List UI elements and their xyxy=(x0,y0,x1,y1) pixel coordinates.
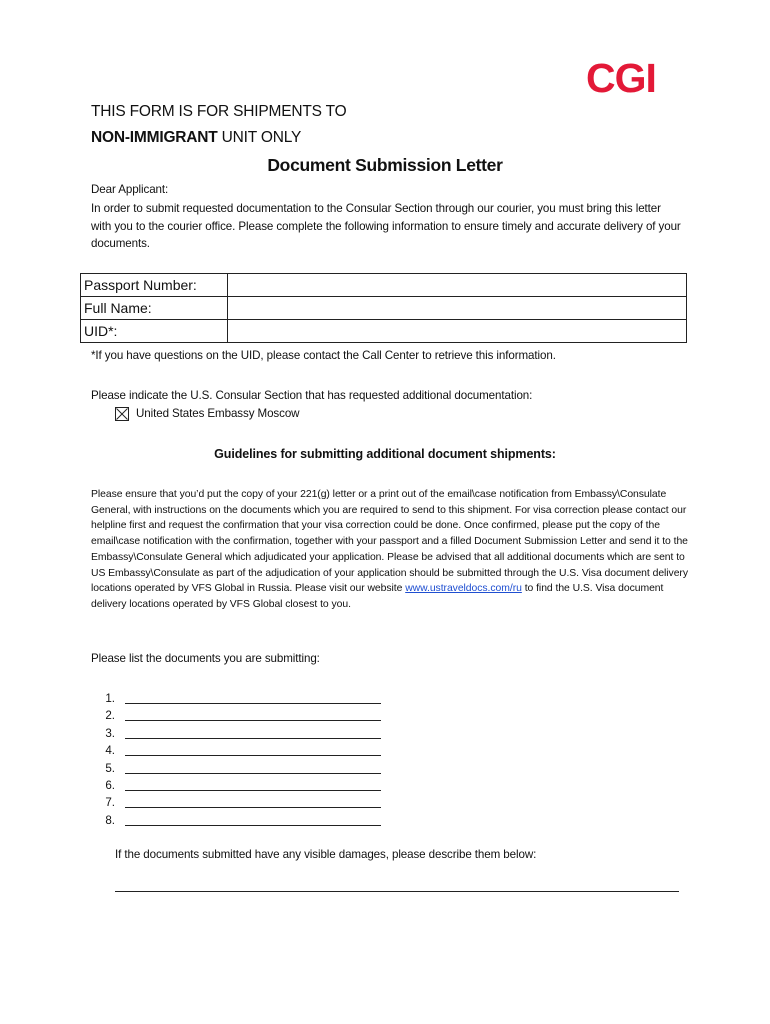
list-item-number: 4. xyxy=(105,744,115,758)
shipment-notice-line1: THIS FORM IS FOR SHIPMENTS TO xyxy=(91,103,347,120)
non-immigrant-text: NON-IMMIGRANT xyxy=(91,129,218,146)
intro-text: In order to submit requested documentation to the Consular Section through our courier, you must bring this letter with you to the courier office. Please complete the following information to ensure timely and accurate delivery of your documents. xyxy=(91,202,681,250)
document-entry-field[interactable] xyxy=(125,690,381,704)
guidelines-text-part1: Please ensure that you’d put the copy of your 221(g) letter or a print out of the email\case notification from Embassy\Consulate General, with instructions on the documents which you are required to send to this shipment. For visa correction please contact our helpline first and request the confirmation that your visa correction could be done. Once confirmed, please put the copy of the email\case notification with the confirmation, together with your passport and a filled Document Submission Letter and send it to the Embassy\Consulate General which adjudicated your application. Please be advised that all additional documents which are sent to US Embassy\Consulate as part of the adjudication of your application should be submitted through the U.S. Visa document delivery locations operated by VFS Global in Russia. Please visit our website xyxy=(91,489,688,595)
list-item xyxy=(91,777,381,794)
guidelines-text xyxy=(91,487,691,613)
embassy-moscow-label: United States Embassy Moscow xyxy=(136,407,300,420)
list-item xyxy=(91,794,381,811)
full-name-row xyxy=(81,297,687,320)
ustraveldocs-link[interactable]: www.ustraveldocs.com/ru xyxy=(405,583,522,595)
uid-note: *If you have questions on the UID, please contact the Call Center to retrieve this information. xyxy=(91,349,556,362)
damages-description-field[interactable] xyxy=(115,891,679,892)
list-item xyxy=(91,725,381,742)
full-name-label: Full Name: xyxy=(81,297,228,320)
list-item xyxy=(91,760,381,777)
full-name-field[interactable] xyxy=(228,297,687,320)
list-item xyxy=(91,707,381,724)
list-item xyxy=(91,742,381,759)
passport-number-field[interactable] xyxy=(228,274,687,297)
list-item-number: 1. xyxy=(105,692,115,705)
page-title: Document Submission Letter xyxy=(267,155,503,175)
list-item-number: 5. xyxy=(105,761,115,775)
uid-field[interactable] xyxy=(228,320,687,343)
documents-list xyxy=(91,690,381,829)
list-item xyxy=(91,812,381,829)
document-entry-field[interactable] xyxy=(125,760,381,774)
damages-prompt: If the documents submitted have any visible damages, please describe them below: xyxy=(115,848,537,861)
document-entry-field[interactable] xyxy=(125,812,381,826)
documents-prompt: Please list the documents you are submitting: xyxy=(91,652,320,665)
list-item-number: 3. xyxy=(105,726,115,740)
document-entry-field[interactable] xyxy=(125,742,381,756)
document-entry-field[interactable] xyxy=(125,725,381,739)
document-entry-field[interactable] xyxy=(125,707,381,721)
passport-row xyxy=(81,274,687,297)
guidelines-title: Guidelines for submitting additional document shipments: xyxy=(214,447,556,461)
passport-number-label: Passport Number: xyxy=(81,274,228,297)
cgi-logo: CGI xyxy=(586,55,656,101)
consular-prompt: Please indicate the U.S. Consular Section that has requested additional documentation: xyxy=(91,389,533,402)
checkbox-x-icon xyxy=(116,408,128,420)
document-entry-field[interactable] xyxy=(125,794,381,808)
list-item-number: 8. xyxy=(105,813,115,827)
uid-row xyxy=(81,320,687,343)
guidelines-text-part2: to find the U.S. Visa document delivery locations operated by VFS Global closest to you. xyxy=(91,583,664,610)
salutation: Dear Applicant: xyxy=(91,183,169,196)
unit-only-text: UNIT ONLY xyxy=(217,129,302,146)
list-item-number: 7. xyxy=(105,796,115,810)
shipment-notice-line2 xyxy=(91,130,301,146)
uid-label: UID*: xyxy=(81,320,228,343)
list-item-number: 2. xyxy=(105,709,115,723)
document-entry-field[interactable] xyxy=(125,777,381,791)
embassy-moscow-checkbox[interactable] xyxy=(115,407,129,421)
list-item-number: 6. xyxy=(105,778,115,792)
applicant-info-table xyxy=(80,273,687,343)
list-item xyxy=(91,690,381,707)
